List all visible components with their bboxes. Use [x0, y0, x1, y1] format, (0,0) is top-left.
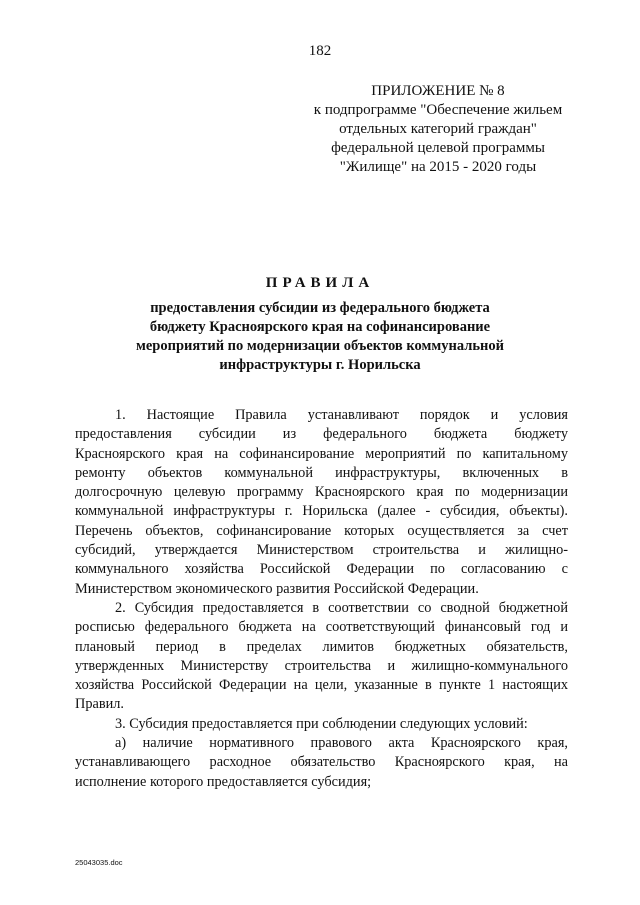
appendix-block	[288, 82, 588, 177]
appendix-line: к подпрограмме "Обеспечение жильем	[313, 102, 563, 118]
appendix-title: ПРИЛОЖЕНИЕ № 8	[371, 83, 505, 99]
footer-file-reference: 25043035.doc	[75, 858, 123, 867]
body-line: а) наличие нормативного правового акта Красноярского края,	[115, 735, 568, 752]
body-line: исполнение которого предоставляется субсидия;	[75, 773, 372, 790]
body-line: коммунальной инфраструктуры г. Норильска (далее - субсидия, объекты).	[75, 503, 568, 520]
body-line: 3. Субсидия предоставляется при соблюдении следующих условий:	[115, 715, 528, 732]
body-line: Министерством экономического развития Российской Федерации.	[75, 580, 479, 597]
body-line: хозяйства Российской Федерации на цели, указанные в пункте 1 настоящих	[75, 677, 568, 694]
body-line: Перечень объектов, софинансирование которых осуществляется за счет	[75, 522, 568, 539]
appendix-line: отдельных категорий граждан"	[339, 121, 537, 137]
body-line: 1. Настоящие Правила устанавливают порядок и условия	[115, 407, 568, 423]
rules-subtitle-line: мероприятий по модернизации объектов коммунальной	[135, 338, 505, 354]
document-body	[75, 406, 568, 792]
body-line: плановый период в пределах лимитов бюджетных обязательств,	[75, 638, 568, 655]
body-line: 2. Субсидия предоставляется в соответствии со сводной бюджетной	[115, 599, 568, 616]
appendix-line: федеральной целевой программы	[331, 140, 545, 156]
page-number: 182	[308, 43, 332, 59]
rules-subtitle-line: бюджету Красноярского края на софинансирование	[149, 319, 491, 335]
rules-subtitle-line: инфраструктуры г. Норильска	[219, 357, 421, 373]
body-line: росписью федерального бюджета на соответствующий финансовый год и	[75, 619, 568, 636]
appendix-line: "Жилище" на 2015 - 2020 годы	[339, 159, 537, 175]
rules-subtitle	[80, 299, 560, 375]
body-line: долгосрочную целевую программу Красноярского края по модернизации	[75, 484, 568, 501]
body-line: Красноярского края на софинансирование мероприятий по капитальному	[75, 445, 568, 462]
body-line: устанавливающего расходное обязательство Красноярского края, на	[75, 754, 568, 771]
body-line: субсидий, утверждается Министерством строительства и жилищно-	[75, 542, 568, 559]
body-line: предоставления субсидии из федерального бюджета бюджету	[75, 426, 568, 443]
body-line: ремонту объектов коммунальной инфраструктуры, включенных в	[75, 464, 568, 481]
body-line: утвержденных Министерству строительства и жилищно-коммунального	[75, 657, 568, 674]
body-line: коммунального хозяйства Российской Федерации по согласованию с	[75, 561, 568, 578]
rules-title: ПРАВИЛА	[265, 275, 375, 291]
rules-subtitle-line: предоставления субсидии из федерального бюджета	[150, 300, 490, 316]
body-line: Правил.	[75, 696, 124, 713]
